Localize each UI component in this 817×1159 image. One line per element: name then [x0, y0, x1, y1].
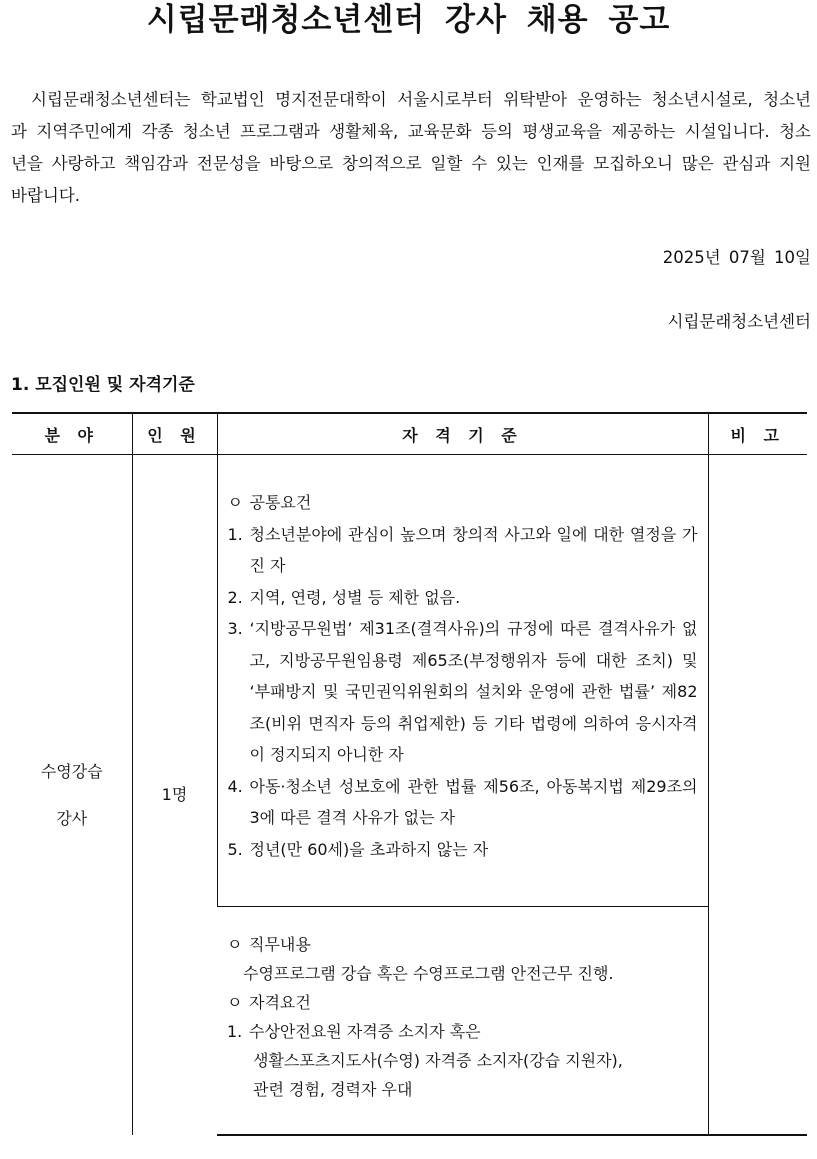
- intro-paragraph: 시립문래청소년센터는 학교법인 명지전문대학이 서울시로부터 위탁받아 운영하는 청소년시설로, 청소년과 지역주민에게 각종 청소년 프로그램과 생활체육, 교육문화 등의 평생교육을 제공하는 시설입니다. 청소년을 사랑하고 책임감과 전문성을 바탕으로 창의적으로 일할 수 있는 인재를 모집하오니 많은 관심과 지원바랍니다.: [11, 90, 811, 205]
- circle-bullet-icon: ㅇ: [227, 993, 243, 1012]
- organization-name: 시립문래청소년센터: [667, 312, 811, 331]
- header-field: 분 야: [12, 413, 132, 455]
- qualification-line-2: 생활스포츠지도사(수영) 자격증 소지자(강습 지원자),: [253, 1051, 623, 1070]
- cell-field: [12, 455, 132, 1135]
- cell-duty-qualification: [217, 907, 708, 1135]
- duty-qualification: [217, 907, 708, 1104]
- cell-common-requirements: [217, 455, 708, 907]
- circle-bullet-icon: ㅇ: [227, 493, 243, 512]
- section-heading-recruitment: 1. 모집인원 및 자격기준: [11, 375, 195, 395]
- list-item: 4. 아동·청소년 성보호에 관한 법률 제56조, 아동복지법 제29조의 3에 따른 결격 사유가 없는 자: [227, 776, 698, 827]
- list-item: 2. 지역, 연령, 성별 등 제한 없음.: [227, 587, 461, 607]
- list-item: 3. ‘지방공무원법’ 제31조(결격사유)의 규정에 따른 결격사유가 없고, 지방공무원임용령 제65조(부정행위자 등에 대한 조치) 및 ‘부패방지 및 국민권익위원회의 설치와 운영에 관한 법률’ 제82조(비위 면직자 등의 취업제한) 등 기타 법령에 의하여 응시자격이 정지되지 아니한 자: [227, 619, 698, 764]
- qualification-line-3: 관련 경험, 경력자 우대: [253, 1080, 413, 1099]
- common-requirements-heading: ㅇ 공통요건: [228, 487, 698, 519]
- circle-bullet-icon: ㅇ: [227, 935, 243, 954]
- duty-text: 수영프로그램 강습 혹은 수영프로그램 안전근무 진행.: [243, 964, 614, 983]
- header-count: 인 원: [132, 413, 217, 455]
- page-title: 시립문래청소년센터 강사 채용 공고: [146, 2, 671, 38]
- header-criteria: 자 격 기 준: [217, 413, 708, 455]
- cell-count: 1명: [132, 455, 217, 1135]
- table-header-row: [12, 413, 807, 455]
- field-line-2: 강사: [56, 808, 88, 828]
- duty-heading: ㅇ 직무내용: [227, 930, 698, 959]
- common-requirements: [218, 455, 708, 865]
- table-row: [12, 455, 807, 907]
- list-item: 1. 청소년분야에 관심이 높으며 창의적 사고와 일에 대한 열정을 가진 자: [227, 524, 698, 575]
- list-item: 5. 정년(만 60세)을 초과하지 않는 자: [227, 839, 489, 859]
- cell-note: [708, 455, 807, 1135]
- recruitment-table: [12, 412, 807, 1136]
- header-note: 비 고: [708, 413, 807, 455]
- list-item: 1. 수상안전요원 자격증 소지자 혹은: [227, 1022, 481, 1041]
- field-line-1: 수영강습: [40, 761, 103, 781]
- announcement-date: 2025년 07월 10일: [662, 248, 811, 267]
- qualification-heading: ㅇ 자격요건: [227, 988, 698, 1017]
